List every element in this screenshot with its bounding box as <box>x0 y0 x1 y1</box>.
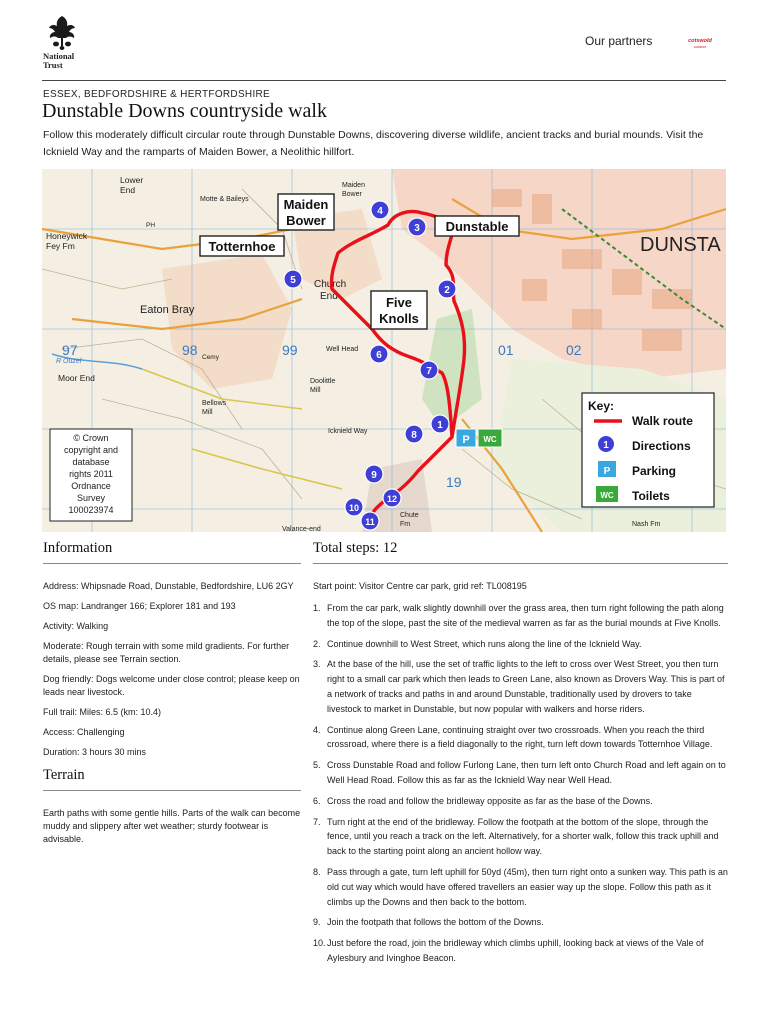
label-five-knolls-2: Knolls <box>379 311 419 326</box>
step-item <box>313 601 728 631</box>
key-toilets: Toilets <box>632 489 670 503</box>
step-text: Cross the road and follow the bridleway opposite as far as the base of the Downs. <box>327 795 653 806</box>
step-item <box>313 915 728 930</box>
step-number: 8. <box>313 866 321 877</box>
step-number: 3. <box>313 659 321 670</box>
label-church-end-1: Church <box>314 279 347 290</box>
copyright-line-1: © Crown <box>73 433 109 443</box>
header-divider <box>42 80 726 81</box>
info-duration: Duration: 3 hours 30 mins <box>43 747 147 757</box>
oak-leaf-icon <box>44 14 80 50</box>
label-bellows-mill-2: Mill <box>202 409 213 416</box>
label-well-head: Well Head <box>326 346 359 353</box>
key-parking: Parking <box>632 464 677 478</box>
label-doolittle-mill-1: Doolittle <box>310 378 336 385</box>
info-activity: Activity: Walking <box>43 621 109 631</box>
total-steps-heading: Total steps: 12 <box>313 540 728 564</box>
step-item <box>313 758 728 788</box>
intro-text: Follow this moderately difficult circular route through Dunstable Downs, discovering diverse wildlife, ancient tracks and burial mounds. Visit the Icknield Way and the ramparts of Maiden Bower, a Neolithic hillfort. <box>43 129 704 158</box>
step-item <box>313 794 728 809</box>
label-r-ouzel: R Ouzel <box>56 358 82 365</box>
copyright-line-7: 100023974 <box>68 505 114 515</box>
national-trust-logo[interactable] <box>40 14 84 70</box>
copyright-line-5: Ordnance <box>71 481 111 491</box>
step-text: Turn right at the end of the bridleway. Follow the footpath at the bottom of the slope, through the fence, until you reach a track on the left. Alternatively, for a shorter walk, follow this track uphill and back to the starting point along an ancient hollow way. <box>327 816 719 857</box>
key-walk-route: Walk route <box>632 414 693 428</box>
terrain-text: Earth paths with some gentle hills. Parts of the walk can become muddy and slippery after wet weather; sturdy footwear is advisable. <box>43 808 301 844</box>
direction-marker-10-label: 10 <box>348 503 360 513</box>
label-dunsta: DUNSTA <box>640 234 721 256</box>
step-text: From the car park, walk slightly downhill over the grass area, then turn right following the path along the top of the slope, past the site of the medieval warren as far as the burial mounds at Five Knolls. <box>327 603 724 628</box>
step-text: At the base of the hill, use the set of traffic lights to the left to cross over West Street, you then turn right to a small car park which then leads to Green Lane, also known as Drovers Way. This is part of a network of tracks and paths in and around Dunstable, traditionally used by drovers to take livestock to market in Dunstable, but now popular with walkers and horse riders. <box>327 659 725 714</box>
key-parking-marker: P <box>603 466 611 477</box>
label-doolittle-mill-2: Mill <box>310 387 321 394</box>
label-valance-end: Valance-end <box>282 526 321 532</box>
start-point: Start point: Visitor Centre car park, grid ref: TL008195 <box>313 581 527 591</box>
copyright-line-3: database <box>72 457 110 467</box>
parking-icon-label: P <box>462 434 470 446</box>
direction-marker-5-label: 5 <box>290 275 296 286</box>
direction-marker-4-label: 4 <box>377 206 383 217</box>
step-item <box>313 723 728 753</box>
label-grid-99: 99 <box>282 342 298 358</box>
label-five-knolls-1: Five <box>385 295 413 310</box>
label-grid-19: 19 <box>446 474 462 490</box>
step-text: Cross Dunstable Road and follow Furlong Lane, then turn left onto Church Road and left again on to Well Head Road. Follow this as far as the Icknield Way near Well Head. <box>327 760 726 785</box>
direction-marker-8-label: 8 <box>411 430 417 441</box>
information-heading: Information <box>43 540 301 564</box>
direction-marker-2-label: 2 <box>444 285 450 296</box>
map-svg <box>42 169 726 532</box>
label-chute-fm-2: Fm <box>400 521 411 528</box>
label-maiden-bower-small-1: Maiden <box>342 182 365 189</box>
step-item <box>313 637 728 652</box>
step-item <box>313 865 728 909</box>
step-text: Continue along Green Lane, continuing straight over two crossroads. When you reach the third crossroad, where there is a field diagonally to the right, turn left down towards Totternhoe Village. <box>327 724 713 750</box>
walk-map[interactable] <box>42 169 726 532</box>
direction-marker-12-label: 12 <box>386 494 398 504</box>
info-difficulty: Moderate: Rough terrain with some mild gradients. For further details, please see Terrain section. <box>43 641 290 664</box>
step-number: 5. <box>313 760 321 771</box>
step-number: 9. <box>313 917 321 928</box>
label-lower-end-2: End <box>120 185 136 195</box>
copyright-line-4: rights 2011 <box>69 469 113 479</box>
label-moor-end: Moor End <box>58 373 95 383</box>
logo-text-trust: Trust <box>43 60 63 70</box>
info-column <box>43 540 301 846</box>
copyright-line-6: Survey <box>76 493 106 503</box>
label-grid-98: 98 <box>182 342 198 358</box>
label-church-end-2: End <box>320 291 338 302</box>
partner-logo-line2: outdoor <box>693 45 707 49</box>
step-number: 1. <box>313 603 321 613</box>
label-maiden-bower-2: Bower <box>286 213 326 228</box>
copyright-line-2: copyright and <box>63 445 119 455</box>
label-lower-end-1: Lower <box>120 175 144 185</box>
label-grid-01: 01 <box>498 342 514 358</box>
key-title: Key: <box>588 399 615 413</box>
step-text: Continue downhill to West Street, which runs along the line of the Icknield Way. <box>327 638 642 649</box>
step-text: Join the footpath that follows the bottom of the Downs. <box>327 917 544 928</box>
toilets-icon-label: WC <box>483 435 497 444</box>
label-cemy: Cemy <box>202 354 219 361</box>
direction-marker-3-label: 3 <box>414 223 420 234</box>
label-icknield-way: Icknield Way <box>328 428 368 435</box>
label-eaton-bray: Eaton Bray <box>140 304 195 316</box>
step-text: Just before the road, join the bridleway which climbs uphill, looking back at views of the Vale of Aylesbury and Ivinghoe Beacon. <box>327 938 704 963</box>
label-honeywick-2: Fey Fm <box>46 241 75 251</box>
step-number: 6. <box>313 795 321 806</box>
label-ph: PH <box>146 222 156 229</box>
page-title: Dunstable Downs countryside walk <box>42 100 327 122</box>
key-directions-marker: 1 <box>603 440 609 451</box>
direction-marker-1-label: 1 <box>437 420 443 431</box>
partner-logo-line1: cotswold <box>688 38 712 44</box>
label-nash-fm: Nash Fm <box>632 521 661 528</box>
label-grid-02: 02 <box>566 342 582 358</box>
direction-marker-6-label: 6 <box>376 350 382 361</box>
info-access: Access: Challenging <box>43 727 125 737</box>
label-grid-97: 97 <box>62 342 78 358</box>
label-totternhoe: Totternhoe <box>208 239 276 254</box>
label-maiden-bower-small-2: Bower <box>342 191 362 198</box>
step-text: Pass through a gate, turn left uphill for 50yd (45m), then turn right onto a sunken way. This path is an old cut way which would have offered travellers an easier way up the slope. Follow this path as it climbs up the Downs and then back to the bottom. <box>327 866 728 907</box>
info-address: Address: Whipsnade Road, Dunstable, Bedfordshire, LU6 2GY <box>43 581 294 591</box>
partners-label: Our partners <box>585 34 653 48</box>
steps-list <box>313 601 728 966</box>
step-item <box>313 657 728 716</box>
info-full-trail: Full trail: Miles: 6.5 (km: 10.4) <box>43 707 162 717</box>
label-bellows-mill-1: Bellows <box>202 400 227 407</box>
direction-marker-7-label: 7 <box>426 366 432 377</box>
steps-column <box>313 540 728 972</box>
direction-marker-9-label: 9 <box>371 470 377 481</box>
label-motte: Motte & Baileys <box>200 196 249 203</box>
step-item <box>313 936 728 966</box>
label-chute-fm-1: Chute <box>400 512 419 519</box>
key-toilets-marker: WC <box>600 491 614 500</box>
info-dog-friendly: Dog friendly: Dogs welcome under close control; please keep on leads near livestock. <box>43 674 300 697</box>
key-directions: Directions <box>632 439 691 453</box>
label-dunstable: Dunstable <box>445 219 509 234</box>
page-header <box>0 0 768 80</box>
step-number: 10. <box>313 938 326 949</box>
terrain-heading: Terrain <box>43 767 301 791</box>
logo-text-national: National <box>43 51 75 61</box>
label-maiden-bower-1: Maiden <box>283 197 329 212</box>
direction-marker-11-label: 11 <box>365 517 375 527</box>
info-os-map: OS map: Landranger 166; Explorer 181 and 193 <box>43 601 236 611</box>
cotswold-outdoor-logo[interactable] <box>684 36 716 50</box>
step-number: 4. <box>313 724 321 735</box>
step-item <box>313 815 728 859</box>
step-number: 2. <box>313 638 321 649</box>
label-honeywick-1: Honeywick <box>46 231 88 241</box>
step-number: 7. <box>313 816 321 827</box>
region-label: ESSEX, BEDFORDSHIRE & HERTFORDSHIRE <box>43 89 271 100</box>
